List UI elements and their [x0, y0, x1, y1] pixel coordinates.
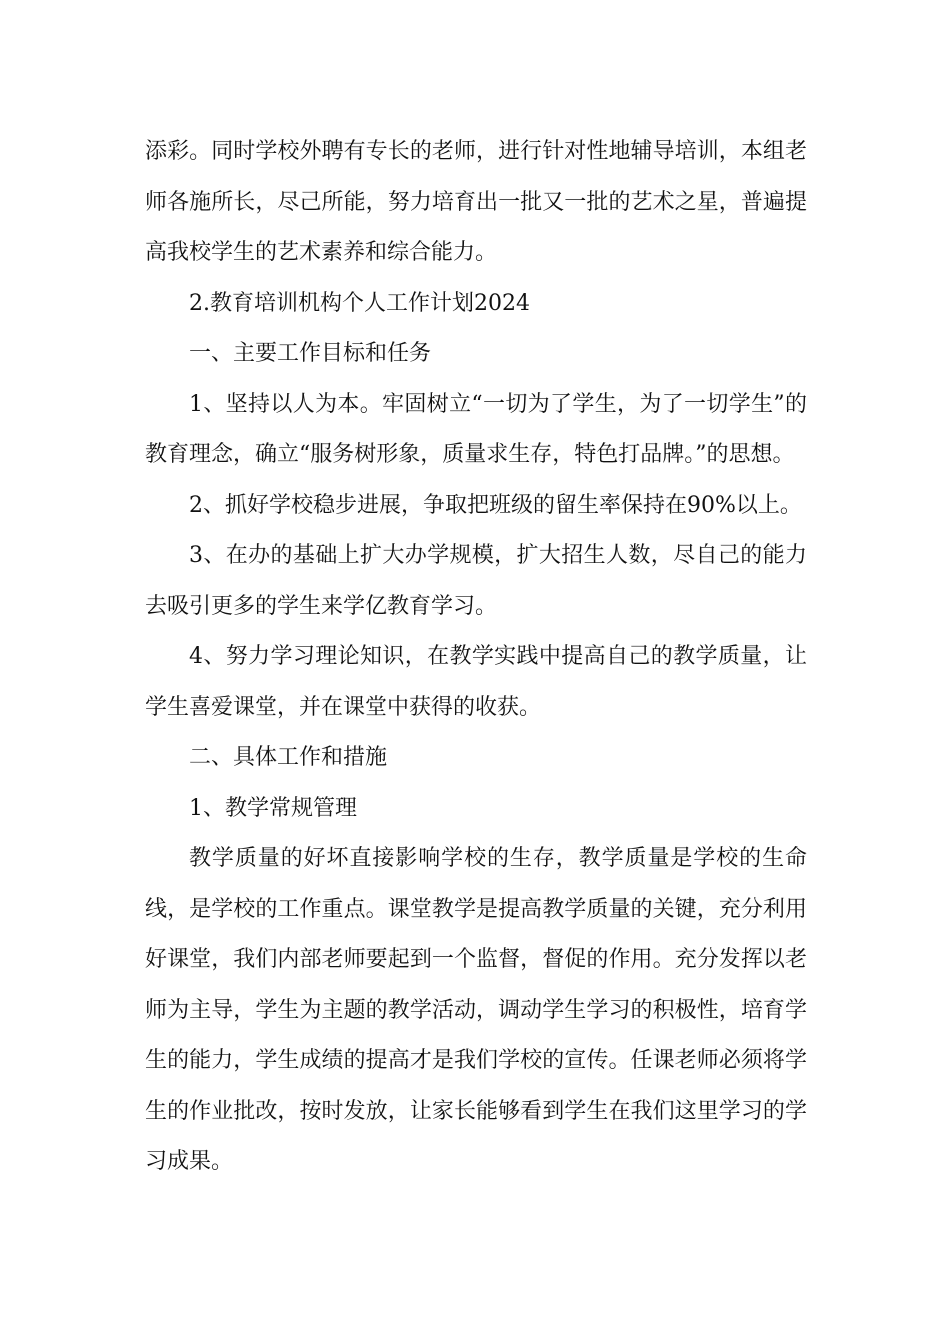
section-heading-goals: 一、主要工作目标和任务 [189, 341, 432, 366]
paragraph-teaching-quality: 教学质量的好坏直接影响学校的生存，教学质量是学校的生命线，是学校的工作重点。课堂教学是提高教学质量的关键，充分利用好课堂，我们内部老师要起到一个监督，督促的作用。充分发挥以老师为主导，学生为主题的教学活动，调动学生学习的积极性，培育学生的能力，学生成绩的提高才是我们学校的宣传。任课老师必须将学生的作业批改，按时发放，让家长能够看到学生在我们这里学习的学习成果。 [145, 846, 807, 1174]
section-heading-plan: 2.教育培训机构个人工作计划2024 [189, 290, 530, 316]
paragraph-continuation: 添彩。同时学校外聘有专长的老师，进行针对性地辅导培训，本组老师各施所长，尽己所能，努力培育出一批又一批的艺术之星，普遍提高我校学生的艺术素养和综合能力。 [145, 139, 807, 265]
goal-item-3: 3、在办的基础上扩大办学规模，扩大招生人数，尽自己的能力去吸引更多的学生来学亿教育学习。 [145, 543, 807, 619]
goal-item-4: 4、努力学习理论知识，在教学实践中提高自己的教学质量，让学生喜爱课堂，并在课堂中获得的收获。 [145, 644, 807, 720]
goal-item-1: 1、坚持以人为本。牢固树立“一切为了学生，为了一切学生”的教育理念，确立“服务树形象，质量求生存，特色打品牌。”的思想。 [145, 391, 807, 467]
document-body [145, 127, 807, 1188]
goal-item-2: 2、抓好学校稳步进展，争取把班级的留生率保持在90%以上。 [189, 492, 802, 518]
section-heading-measures: 二、具体工作和措施 [189, 745, 388, 770]
subsection-heading-teaching: 1、教学常规管理 [189, 795, 357, 821]
